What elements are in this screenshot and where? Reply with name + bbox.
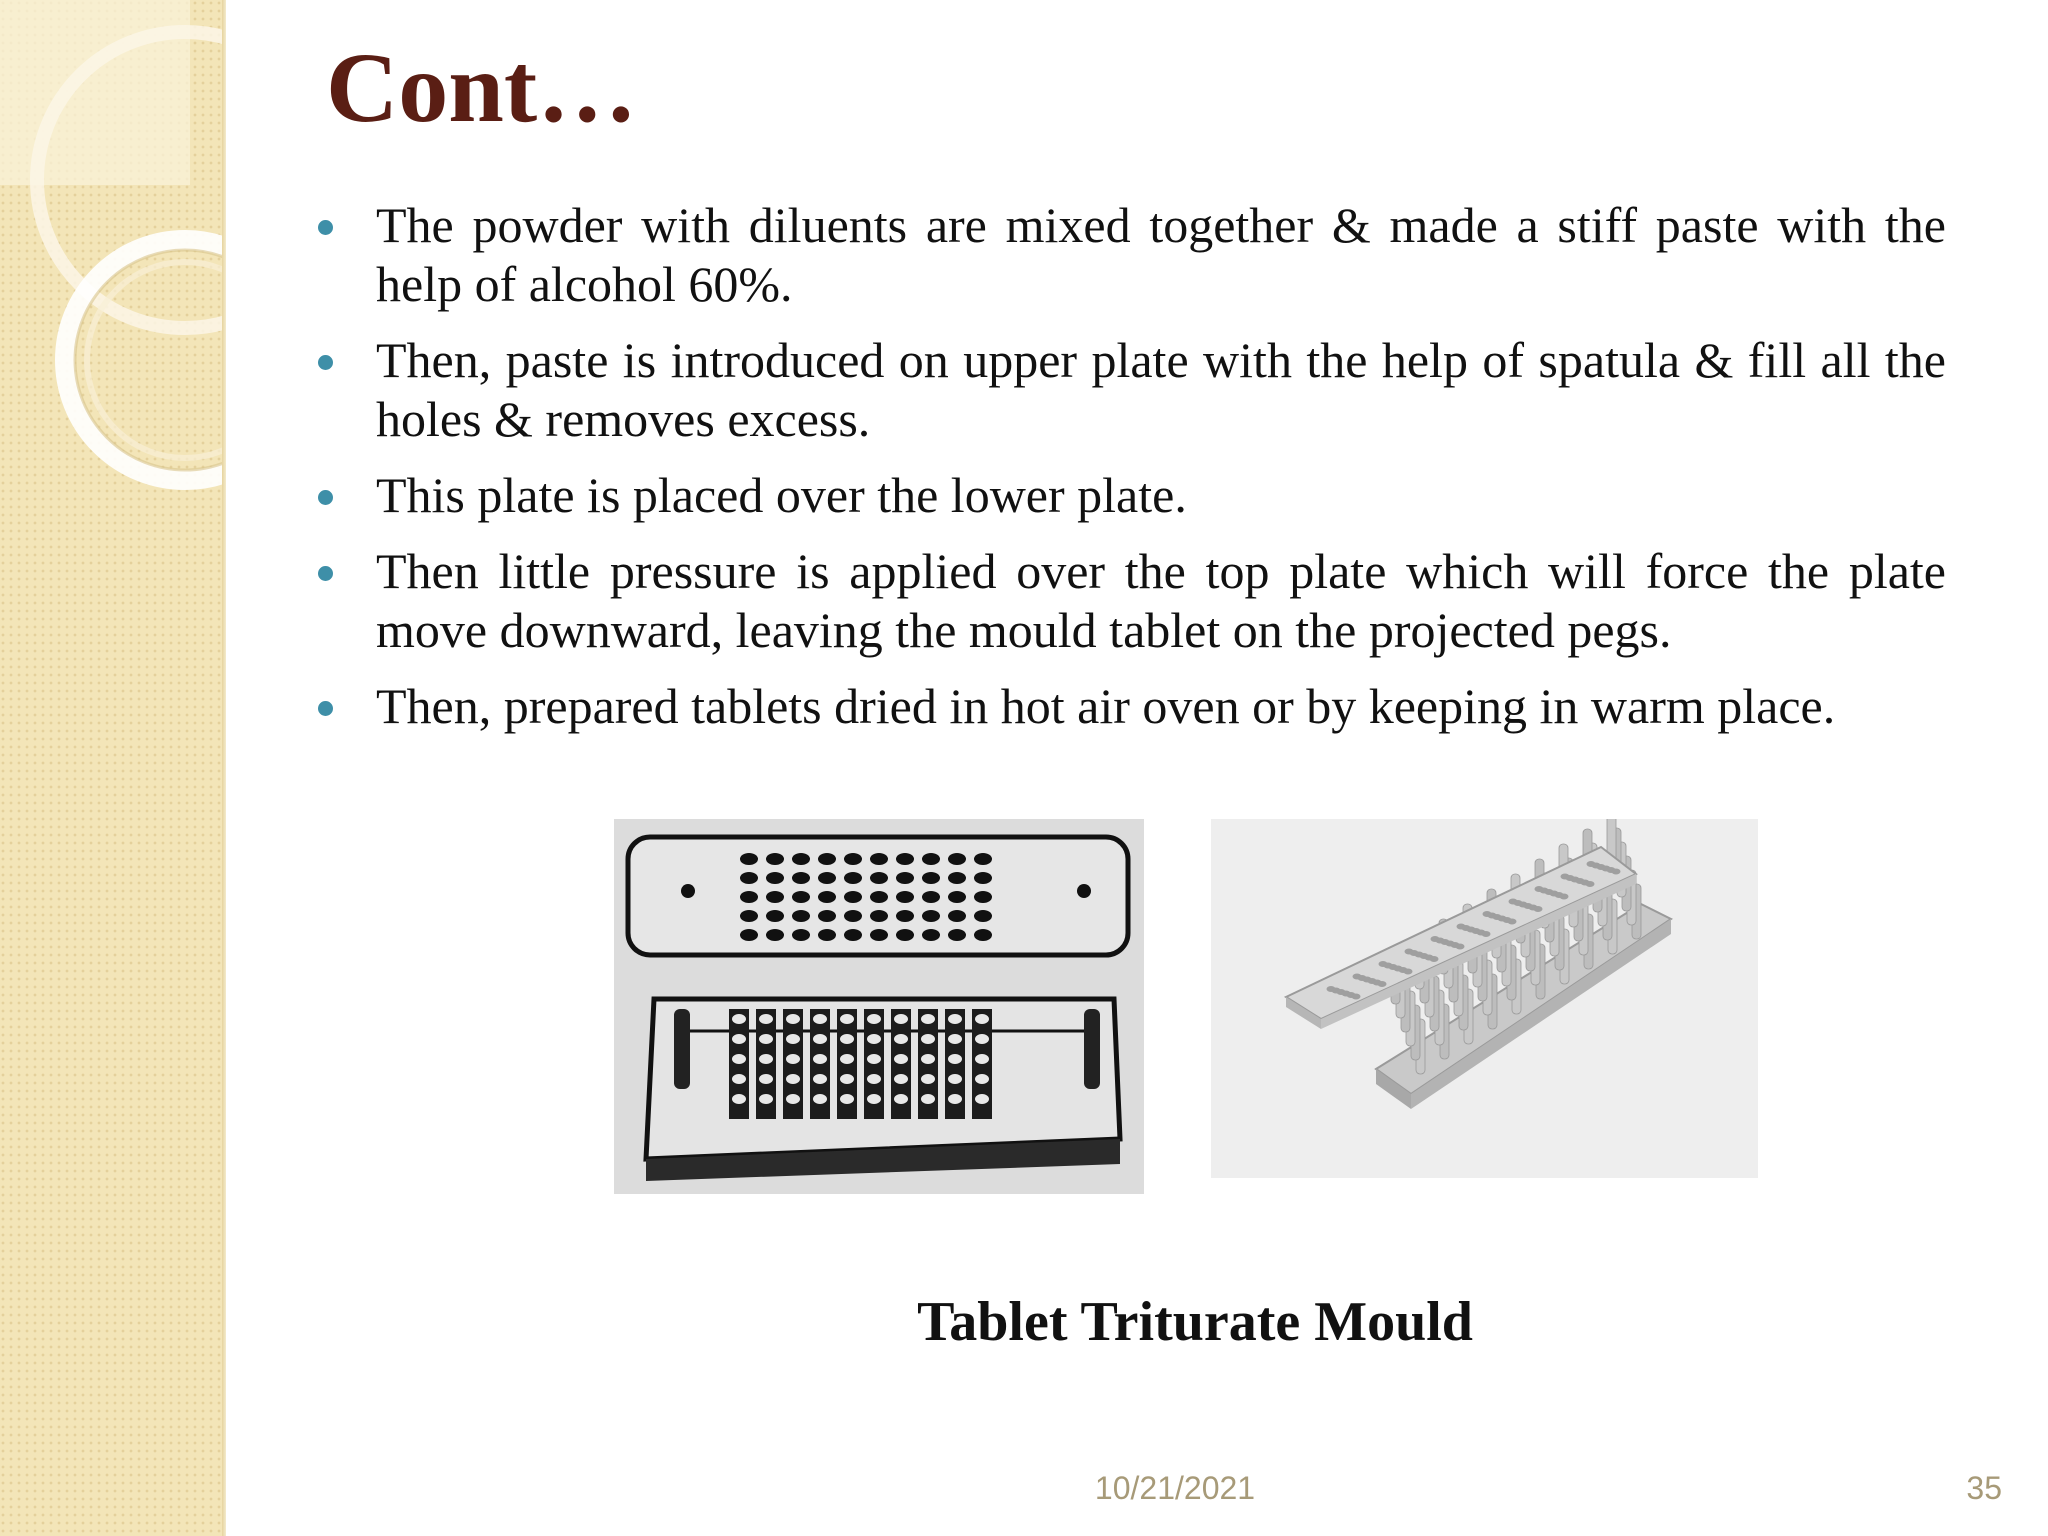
mould-peg-tip: [894, 1054, 908, 1064]
mould-peg-tip: [867, 1094, 881, 1104]
mould-hole: [870, 929, 888, 941]
mould-hole: [818, 910, 836, 922]
mould-peg-tip: [894, 1094, 908, 1104]
mould-hole: [844, 853, 862, 865]
mould-hole: [792, 910, 810, 922]
mould-hole: [818, 891, 836, 903]
mould-peg-tip: [894, 1014, 908, 1024]
bullet-text: This plate is placed over the lower plate.: [376, 467, 1187, 523]
mould-hole: [766, 929, 784, 941]
mould-peg-tip: [921, 1074, 935, 1084]
mould-drawing-image: [614, 819, 1144, 1194]
mould-peg-tip: [786, 1094, 800, 1104]
mould-peg-tip: [867, 1014, 881, 1024]
mould-peg-tip: [786, 1014, 800, 1024]
mould-hole: [844, 891, 862, 903]
mould-hole: [740, 929, 758, 941]
mould-hole-3d: [1352, 994, 1361, 1000]
bullet-text: Then, prepared tablets dried in hot air oven or by keeping in warm place.: [376, 678, 1836, 734]
mould-hole: [844, 872, 862, 884]
figure-caption: Tablet Triturate Mould: [917, 1291, 1473, 1353]
bullet-item: [316, 331, 1946, 449]
mould-hole: [948, 910, 966, 922]
bullet-item: [316, 542, 1946, 660]
mould-hole: [870, 872, 888, 884]
mould-hole-3d: [1404, 969, 1413, 975]
mould-peg-tip: [759, 1014, 773, 1024]
mould-peg-tip: [732, 1054, 746, 1064]
mould-peg-tip: [813, 1014, 827, 1024]
mould-peg-tip: [948, 1094, 962, 1104]
mould-peg-tip: [786, 1034, 800, 1044]
mould-peg-tip: [921, 1054, 935, 1064]
decorative-sidebar: [0, 0, 226, 1536]
mould-peg-tip: [732, 1034, 746, 1044]
mould-hole: [896, 872, 914, 884]
bullet-item: [316, 196, 1946, 314]
mould-peg-tip: [759, 1094, 773, 1104]
mould-peg-tip: [840, 1054, 854, 1064]
mould-peg-tip: [867, 1034, 881, 1044]
bullet-item: [316, 677, 1946, 736]
mould-hole: [792, 891, 810, 903]
mould-hole: [948, 872, 966, 884]
mould-hole: [766, 872, 784, 884]
mould-peg-tip: [813, 1054, 827, 1064]
mould-peg-tip: [813, 1074, 827, 1084]
mould-hole: [766, 853, 784, 865]
mould-hole-3d: [1482, 931, 1491, 937]
mould-hole: [740, 910, 758, 922]
bullet-dot-icon: [318, 490, 333, 505]
mould-hole-3d: [1378, 981, 1387, 987]
mould-peg-tip: [759, 1034, 773, 1044]
mould-hole-3d: [1534, 906, 1543, 912]
mould-peg-tip: [840, 1094, 854, 1104]
mould-hole: [922, 872, 940, 884]
mould-hole: [974, 853, 992, 865]
mould-peg-tip: [813, 1094, 827, 1104]
mould-drawing-graphic: [614, 819, 1144, 1194]
mould-peg-tip: [732, 1094, 746, 1104]
mould-photo-graphic: [1211, 819, 1758, 1178]
mould-hole: [792, 872, 810, 884]
mould-peg-tip: [732, 1014, 746, 1024]
mould-hole: [974, 929, 992, 941]
mould-peg-tip: [759, 1054, 773, 1064]
mould-peg-tip: [840, 1034, 854, 1044]
mould-hole: [896, 929, 914, 941]
mould-peg-tip: [840, 1014, 854, 1024]
mould-peg-tip: [948, 1014, 962, 1024]
mould-peg-tip: [732, 1074, 746, 1084]
mould-hole: [818, 853, 836, 865]
mould-peg-tip: [921, 1094, 935, 1104]
mould-hole: [948, 891, 966, 903]
mould-hole: [740, 891, 758, 903]
footer-date: 10/21/2021: [1094, 1470, 1256, 1506]
mould-hole: [948, 853, 966, 865]
mould-peg-tip: [759, 1074, 773, 1084]
mould-peg-tip: [894, 1074, 908, 1084]
mould-peg-tip: [975, 1074, 989, 1084]
mould-hole: [922, 910, 940, 922]
mould-peg-tip: [948, 1034, 962, 1044]
bullet-list: [316, 196, 1946, 753]
bullet-text: The powder with diluents are mixed together & made a stiff paste with the help of alcohol 60%.: [376, 197, 1946, 312]
mould-hole: [844, 910, 862, 922]
mould-peg-tip: [975, 1034, 989, 1044]
mould-peg-tip: [813, 1034, 827, 1044]
bullet-item: [316, 466, 1946, 525]
mould-photo-image: [1211, 819, 1758, 1178]
bullet-text: Then little pressure is applied over the top plate which will force the plate move downward, leaving the mould tablet on the projected pegs.: [376, 543, 1946, 658]
mould-peg-tip: [948, 1054, 962, 1064]
mould-hole: [766, 891, 784, 903]
mould-hole: [740, 853, 758, 865]
mould-peg-tip: [840, 1074, 854, 1084]
mould-hole-3d: [1456, 944, 1465, 950]
mould-peg-tip: [975, 1054, 989, 1064]
bullet-dot-icon: [318, 220, 333, 235]
mould-hole-3d: [1612, 869, 1621, 875]
mould-hole: [922, 929, 940, 941]
mould-hole-3d: [1430, 956, 1439, 962]
mould-hole-3d: [1586, 881, 1595, 887]
mould-hole: [792, 929, 810, 941]
mould-hole: [766, 910, 784, 922]
bullet-dot-icon: [318, 355, 333, 370]
mould-hole: [922, 891, 940, 903]
bullet-dot-icon: [318, 701, 333, 716]
mould-hole: [740, 872, 758, 884]
bullet-text: Then, paste is introduced on upper plate with the help of spatula & fill all the holes & removes excess.: [376, 332, 1946, 447]
mould-hole: [896, 910, 914, 922]
mould-peg-tip: [921, 1014, 935, 1024]
decorative-rings-graphic: [0, 0, 226, 1536]
mould-hole: [974, 910, 992, 922]
mould-peg-tip: [975, 1094, 989, 1104]
mould-peg-tip: [867, 1074, 881, 1084]
mould-hole: [818, 872, 836, 884]
mould-hole: [870, 853, 888, 865]
mould-hole: [792, 853, 810, 865]
footer-page-number: 35: [1966, 1470, 2002, 1506]
mould-hole: [922, 853, 940, 865]
mould-hole: [818, 929, 836, 941]
mould-peg-tip: [975, 1014, 989, 1024]
slide-title: Cont…: [326, 32, 638, 143]
mould-hole: [974, 891, 992, 903]
mould-hole-3d: [1560, 894, 1569, 900]
mould-hole-3d: [1508, 919, 1517, 925]
mould-hole: [896, 853, 914, 865]
mould-hole: [948, 929, 966, 941]
mould-hole: [870, 910, 888, 922]
mould-hole: [974, 872, 992, 884]
bullet-dot-icon: [318, 566, 333, 581]
mould-peg-tip: [786, 1054, 800, 1064]
mould-peg-tip: [786, 1074, 800, 1084]
mould-hole: [844, 929, 862, 941]
mould-peg-tip: [894, 1034, 908, 1044]
mould-hole: [896, 891, 914, 903]
mould-peg-tip: [921, 1034, 935, 1044]
mould-peg-tip: [948, 1074, 962, 1084]
mould-hole: [870, 891, 888, 903]
mould-peg-tip: [867, 1054, 881, 1064]
